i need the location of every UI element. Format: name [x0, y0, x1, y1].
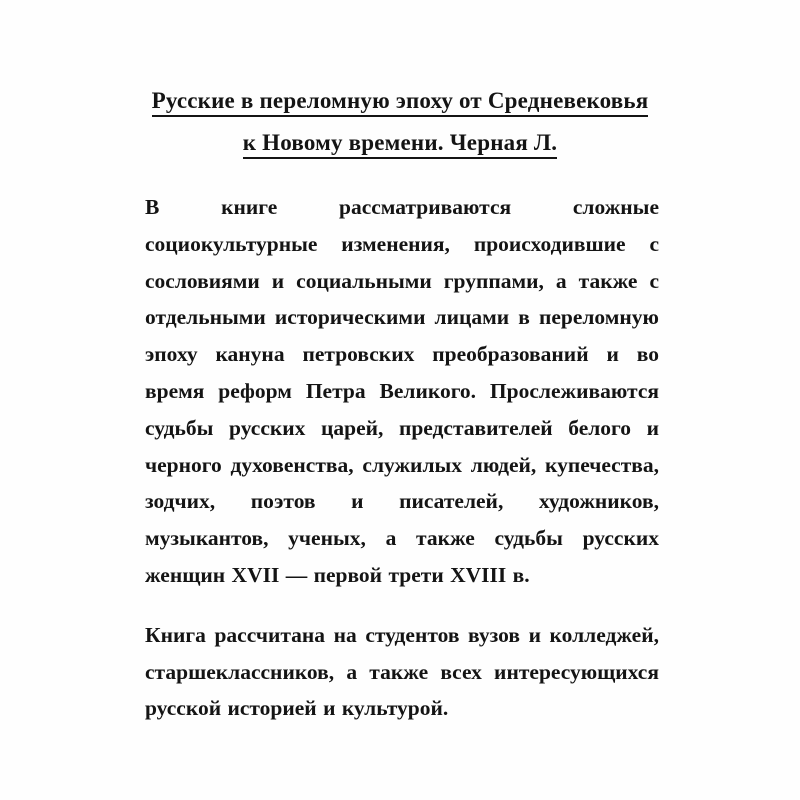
book-title-row-2: [100, 122, 700, 164]
annotation-body: [0, 189, 800, 727]
book-title-line-2: к Новому времени. Черная Л.: [243, 130, 557, 159]
book-title-row-1: [100, 80, 700, 122]
book-title-line-1: Русские в переломную эпоху от Средневековья: [152, 88, 649, 117]
annotation-paragraph-1: В книге рассматриваются сложные социокультурные изменения, происходившие с сословиями и социальными группами, а также с отдельными историческими лицами в переломную эпоху кануна петровских преобразований и во время реформ Петра Великого. Прослеживаются судьбы русских царей, представителей белого и черного духовенства, служилых людей, купечества, зодчих, поэтов и писателей, художников, музыкантов, ученых, а также судьбы русских женщин XVII — первой трети XVIII в.: [145, 195, 659, 587]
annotation-paragraph-2: Книга рассчитана на студентов вузов и колледжей, старшеклассников, а также всех интересующихся русской историей и культурой.: [145, 622, 659, 721]
book-title: [0, 0, 800, 164]
